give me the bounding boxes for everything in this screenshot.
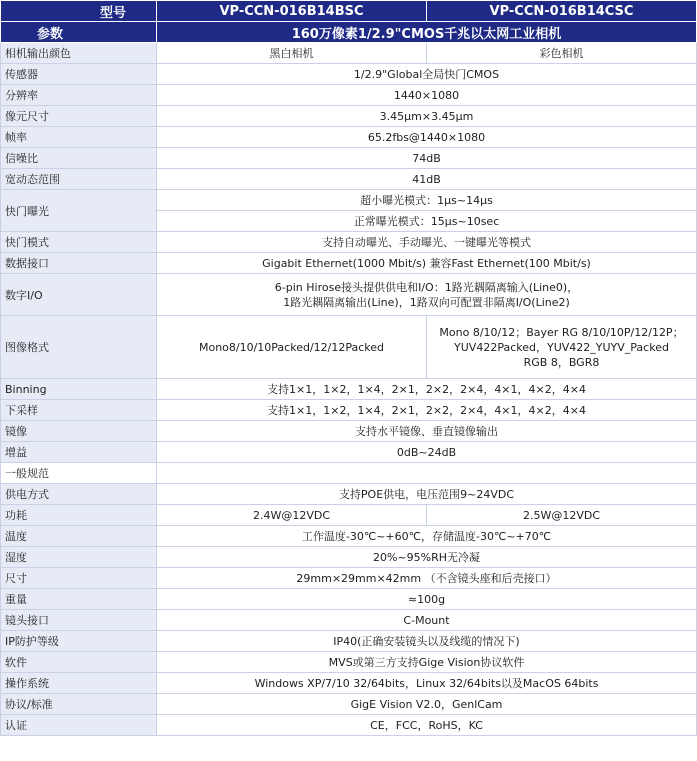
row-value: 支持1×1，1×2，1×4，2×1，2×2，2×4，4×1，4×2，4×4 bbox=[157, 400, 697, 421]
row-label: 帧率 bbox=[1, 127, 157, 148]
row-image-format bbox=[1, 316, 697, 379]
row-data-interface bbox=[1, 253, 697, 274]
row-value: GigE Vision V2.0，GenlCam bbox=[157, 694, 697, 715]
section-empty bbox=[157, 463, 697, 484]
row-value bbox=[157, 274, 697, 316]
model-color: VP-CCN-016B14CSC bbox=[427, 1, 697, 22]
row-binning bbox=[1, 379, 697, 400]
row-value: 支持1×1，1×2，1×4，2×1，2×2，2×4，4×1，4×2，4×4 bbox=[157, 379, 697, 400]
row-label: 像元尺寸 bbox=[1, 106, 157, 127]
row-label: 传感器 bbox=[1, 64, 157, 85]
row-snr bbox=[1, 148, 697, 169]
row-value: 0dB~24dB bbox=[157, 442, 697, 463]
row-label: 湿度 bbox=[1, 547, 157, 568]
header-row-model bbox=[1, 1, 697, 22]
row-value: IP40(正确安装镜头以及线缆的情况下) bbox=[157, 631, 697, 652]
row-dynamic-range bbox=[1, 169, 697, 190]
row-pixel-size bbox=[1, 106, 697, 127]
row-ip-rating bbox=[1, 631, 697, 652]
row-lens-mount bbox=[1, 610, 697, 631]
row-value-bw: 黑白相机 bbox=[157, 43, 427, 64]
row-label: 认证 bbox=[1, 715, 157, 736]
row-shutter-mode bbox=[1, 232, 697, 253]
row-label: 图像格式 bbox=[1, 316, 157, 379]
row-label: 功耗 bbox=[1, 505, 157, 526]
header-row-param bbox=[1, 22, 697, 43]
row-label: 信噪比 bbox=[1, 148, 157, 169]
row-label: 相机输出颜色 bbox=[1, 43, 157, 64]
model-bw: VP-CCN-016B14BSC bbox=[157, 1, 427, 22]
image-format-color-line1: Mono 8/10/12；Bayer RG 8/10/10P/12/12P； bbox=[439, 325, 684, 339]
row-label: 协议/标准 bbox=[1, 694, 157, 715]
row-value: 1440×1080 bbox=[157, 85, 697, 106]
row-label: Binning bbox=[1, 379, 157, 400]
row-label: 供电方式 bbox=[1, 484, 157, 505]
image-format-color-line3: RGB 8，BGR8 bbox=[523, 355, 600, 369]
row-label: 快门模式 bbox=[1, 232, 157, 253]
row-decimation bbox=[1, 400, 697, 421]
row-software bbox=[1, 652, 697, 673]
row-label: IP防护等级 bbox=[1, 631, 157, 652]
row-digital-io bbox=[1, 274, 697, 316]
row-weight bbox=[1, 589, 697, 610]
row-frame-rate bbox=[1, 127, 697, 148]
digital-io-line2: 1路光耦隔离输出(Line)，1路双向可配置非隔离I/O(Line2) bbox=[283, 295, 570, 309]
row-value: Windows XP/7/10 32/64bits，Linux 32/64bits以及MacOS 64bits bbox=[157, 673, 697, 694]
row-value: 65.2fbs@1440×1080 bbox=[157, 127, 697, 148]
row-value: 支持POE供电，电压范围9~24VDC bbox=[157, 484, 697, 505]
row-gain bbox=[1, 442, 697, 463]
row-color-output bbox=[1, 43, 697, 64]
row-general-section bbox=[1, 463, 697, 484]
row-value-line1: 超小曝光模式：1μs~14μs bbox=[157, 190, 697, 211]
row-value: 74dB bbox=[157, 148, 697, 169]
row-dimensions bbox=[1, 568, 697, 589]
row-value: 支持自动曝光、手动曝光、一键曝光等模式 bbox=[157, 232, 697, 253]
param-label: 参数 bbox=[1, 22, 157, 43]
row-mirror bbox=[1, 421, 697, 442]
row-value-bw: Mono8/10/10Packed/12/12Packed bbox=[157, 316, 427, 379]
row-value-bw: 2.4W@12VDC bbox=[157, 505, 427, 526]
row-value-color: 彩色相机 bbox=[427, 43, 697, 64]
row-label: 重量 bbox=[1, 589, 157, 610]
row-power-supply bbox=[1, 484, 697, 505]
row-value: 29mm×29mm×42mm （不含镜头座和后壳接口） bbox=[157, 568, 697, 589]
row-value: 1/2.9"Global全局快门CMOS bbox=[157, 64, 697, 85]
row-label: 数字I/O bbox=[1, 274, 157, 316]
row-humidity bbox=[1, 547, 697, 568]
row-sensor bbox=[1, 64, 697, 85]
row-label: 温度 bbox=[1, 526, 157, 547]
row-value-line2: 正常曝光模式：15μs~10sec bbox=[157, 211, 697, 232]
row-value: CE，FCC，RoHS，KC bbox=[157, 715, 697, 736]
row-value: MVS或第三方支持Gige Vision协议软件 bbox=[157, 652, 697, 673]
row-value: 20%~95%RH无冷凝 bbox=[157, 547, 697, 568]
row-value: C-Mount bbox=[157, 610, 697, 631]
row-label: 操作系统 bbox=[1, 673, 157, 694]
digital-io-line1: 6-pin Hirose接头提供供电和I/O：1路光耦隔离输入(Line0)， bbox=[274, 280, 579, 294]
row-value: Gigabit Ethernet(1000 Mbit/s) 兼容Fast Ethernet(100 Mbit/s) bbox=[157, 253, 697, 274]
row-label: 宽动态范围 bbox=[1, 169, 157, 190]
row-label: 下采样 bbox=[1, 400, 157, 421]
row-label: 数据接口 bbox=[1, 253, 157, 274]
row-resolution bbox=[1, 85, 697, 106]
row-label: 软件 bbox=[1, 652, 157, 673]
row-label: 快门曝光 bbox=[1, 190, 157, 232]
row-value: 3.45μm×3.45μm bbox=[157, 106, 697, 127]
model-label: 型号 bbox=[1, 1, 157, 22]
row-label: 分辨率 bbox=[1, 85, 157, 106]
row-label: 尺寸 bbox=[1, 568, 157, 589]
row-value: 41dB bbox=[157, 169, 697, 190]
image-format-color-line2: YUV422Packed，YUV422_YUYV_Packed bbox=[454, 340, 669, 354]
row-value: 支持水平镜像、垂直镜像输出 bbox=[157, 421, 697, 442]
row-label: 增益 bbox=[1, 442, 157, 463]
row-protocol bbox=[1, 694, 697, 715]
row-value: 工作温度-30℃~+60℃，存储温度-30℃~+70℃ bbox=[157, 526, 697, 547]
row-value-color: 2.5W@12VDC bbox=[427, 505, 697, 526]
row-label: 镜头接口 bbox=[1, 610, 157, 631]
row-temperature bbox=[1, 526, 697, 547]
row-value-color bbox=[427, 316, 697, 379]
row-exposure-1 bbox=[1, 190, 697, 211]
row-value: ≈100g bbox=[157, 589, 697, 610]
row-os bbox=[1, 673, 697, 694]
row-power-consumption bbox=[1, 505, 697, 526]
row-label: 镜像 bbox=[1, 421, 157, 442]
product-title: 160万像素1/2.9"CMOS千兆以太网工业相机 bbox=[157, 22, 697, 43]
section-label: 一般规范 bbox=[1, 463, 157, 484]
row-certification bbox=[1, 715, 697, 736]
